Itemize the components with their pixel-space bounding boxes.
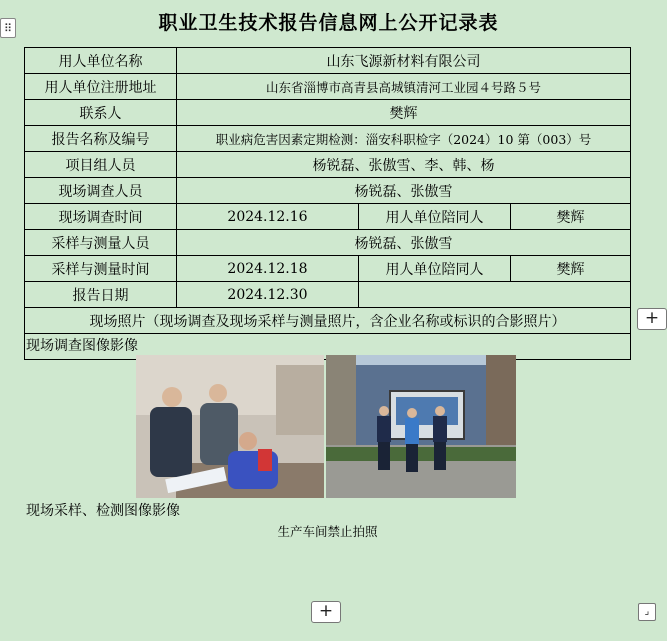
value-report-date: 2024.12.30 [177, 282, 359, 308]
value-report-name: 职业病危害因素定期检测：淄安科职检字（2024）10 第（003）号 [177, 126, 631, 152]
label-survey-time: 现场调查时间 [25, 204, 177, 230]
label-report-name: 报告名称及编号 [25, 126, 177, 152]
value-sampling-escort: 樊辉 [511, 256, 631, 282]
sampling-photos-label: 现场采样、检测图像影像 [26, 503, 180, 519]
table-row [25, 178, 631, 204]
value-team-members: 杨锐磊、张傲雪、李、韩、杨 [177, 152, 631, 178]
value-survey-escort: 樊辉 [511, 204, 631, 230]
label-sampling-escort: 用人单位陪同人 [359, 256, 511, 282]
label-survey-staff: 现场调查人员 [25, 178, 177, 204]
value-survey-staff: 杨锐磊、张傲雪 [177, 178, 631, 204]
table-row [25, 100, 631, 126]
resize-handle[interactable] [638, 603, 656, 621]
label-sampling-time: 采样与测量时间 [25, 256, 177, 282]
record-table [24, 47, 631, 539]
add-row-button[interactable] [311, 601, 341, 623]
value-employer-address: 山东省淄博市高青县高城镇清河工业园４号路５号 [177, 74, 631, 100]
photo-note: 生产车间禁止拍照 [277, 524, 378, 539]
outdoor-survey-image [326, 355, 516, 498]
label-report-date: 报告日期 [25, 282, 177, 308]
office-survey-image [136, 355, 324, 498]
plus-icon: + [644, 308, 660, 328]
survey-photos-label: 现场调查图像影像 [26, 338, 138, 354]
value-contact: 樊辉 [177, 100, 631, 126]
drag-handle-icon: ⠿ [3, 22, 13, 35]
table-row [25, 334, 631, 360]
label-survey-escort: 用人单位陪同人 [359, 204, 511, 230]
table-row [25, 152, 631, 178]
add-column-button[interactable] [637, 308, 667, 330]
table-row [25, 282, 631, 308]
table-row [25, 48, 631, 74]
survey-photo-1 [136, 355, 324, 498]
label-sampling-staff: 采样与测量人员 [25, 230, 177, 256]
table-row [25, 230, 631, 256]
resize-icon: ⌟ [644, 606, 650, 617]
survey-photo-2 [326, 355, 516, 498]
table-row [25, 74, 631, 100]
table-row [25, 204, 631, 230]
value-survey-time: 2024.12.16 [177, 204, 359, 230]
plus-icon: + [318, 601, 334, 621]
page-title: 职业卫生技术报告信息网上公开记录表 [158, 12, 499, 34]
label-employer-name: 用人单位名称 [25, 48, 177, 74]
value-sampling-time: 2024.12.18 [177, 256, 359, 282]
label-contact: 联系人 [25, 100, 177, 126]
table-row [25, 126, 631, 152]
empty-cell [359, 282, 631, 308]
table-row [25, 256, 631, 282]
value-employer-name: 山东飞源新材料有限公司 [177, 48, 631, 74]
label-team-members: 项目组人员 [25, 152, 177, 178]
photos-cell [25, 334, 631, 539]
value-sampling-staff: 杨锐磊、张傲雪 [177, 230, 631, 256]
label-employer-address: 用人单位注册地址 [25, 74, 177, 100]
table-row [25, 308, 631, 334]
photos-header: 现场照片（现场调查及现场采样与测量照片，含企业名称或标识的合影照片） [25, 308, 631, 334]
